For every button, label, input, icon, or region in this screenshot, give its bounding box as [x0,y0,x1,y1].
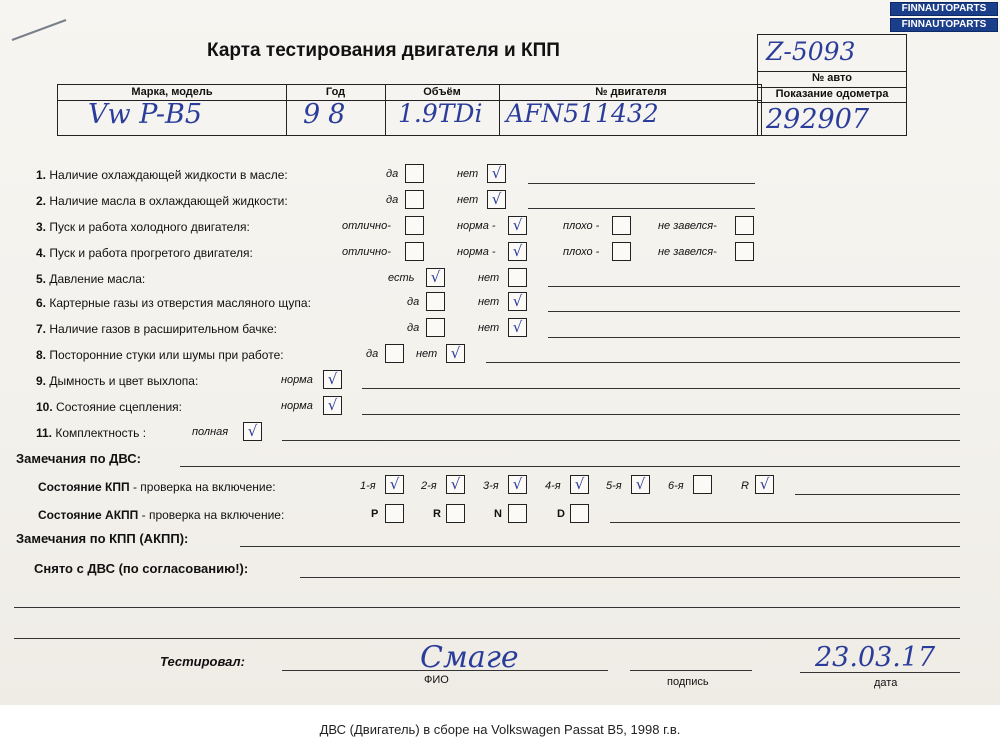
checkbox-4-bad[interactable] [612,242,631,261]
odometer-label: Показание одометра [775,88,889,100]
item-5: 5. Давление масла: [36,272,146,286]
akpp-notes-line [610,522,960,523]
opt-normal: норма [281,374,313,386]
watermark-line-2: FINNAUTOPARTS [890,18,998,32]
item-1: 1. Наличие охлаждающей жидкости в масле: [36,168,288,182]
gear-r-checkbox[interactable]: √ [755,475,774,494]
auto-gear-n-label: N [494,508,502,520]
checkbox-3-excellent[interactable] [405,216,424,235]
gear-1-label: 1-я [360,480,376,492]
gear-4-label: 4-я [545,480,561,492]
removed-items-line [300,577,960,578]
gear-2-checkbox[interactable]: √ [446,475,465,494]
item-2: 2. Наличие масла в охлаждающей жидкости: [36,194,288,208]
auto-gear-d-checkbox[interactable] [570,504,589,523]
pen-stroke-mark [10,14,70,44]
auto-gear-d-label: D [557,508,565,520]
year-header: Год [325,86,346,98]
engine-number-value: AFN511432 [506,99,659,128]
brand-model-value: Vw P-B5 [88,99,203,130]
checkbox-6-yes[interactable] [426,292,445,311]
engine-number-header: № двигателя [595,86,667,98]
note-line-11 [282,440,960,441]
checkbox-1-yes[interactable] [405,164,424,183]
checkbox-10-normal[interactable]: √ [323,396,342,415]
item-10: 10. Состояние сцепления: [36,400,182,414]
checkbox-3-not-started[interactable] [735,216,754,235]
blank-line-2 [14,638,960,639]
auto-number-label: № авто [811,72,852,84]
date-label: дата [874,677,898,689]
opt-not-started: не завелся- [658,220,717,232]
checkbox-1-no[interactable]: √ [487,164,506,183]
item-6: 6. Картерные газы из отверстия масляного щупа: [36,296,311,310]
checkbox-4-not-started[interactable] [735,242,754,261]
kpp-notes-section-line [240,546,960,547]
gear-3-label: 3-я [483,480,499,492]
item-8: 8. Посторонние стуки или шумы при работе: [36,348,284,362]
opt-no: нет [478,322,500,334]
date-line [800,672,960,673]
checkbox-3-normal[interactable]: √ [508,216,527,235]
gear-6-label: 6-я [668,480,684,492]
checkbox-9-normal[interactable]: √ [323,370,342,389]
note-line-6 [548,311,960,312]
item-7: 7. Наличие газов в расширительном бачке: [36,322,277,336]
kpp-notes-line [795,494,960,495]
opt-no: нет [457,194,479,206]
tested-by-label: Тестировал: [160,654,245,669]
note-line-8 [486,362,960,363]
checkbox-3-bad[interactable] [612,216,631,235]
item-11: 11. Комплектность : [36,426,147,440]
engine-notes-heading: Замечания по ДВС: [16,451,141,466]
tester-signature: Смаге [420,640,519,675]
auto-info-box [757,34,907,136]
opt-normal: норма [281,400,313,412]
signature-line [630,670,752,671]
watermark-logo [890,2,998,32]
volume-value: 1.9TDi [398,99,483,128]
opt-yes: да [366,348,379,360]
opt-excellent: отлично- [342,246,391,258]
auto-gear-r-label: R [433,508,441,520]
date-value: 23.03.17 [815,642,936,673]
gear-2-label: 2-я [421,480,437,492]
auto-number-value: Z-5093 [766,37,856,66]
opt-not-started: не завелся- [658,246,717,258]
opt-no: нет [416,348,438,360]
note-line-2 [528,208,755,209]
vehicle-header-table [57,84,762,136]
opt-normal: норма - [457,220,496,232]
checkbox-8-yes[interactable] [385,344,404,363]
checkbox-7-no[interactable]: √ [508,318,527,337]
opt-no: нет [478,272,500,284]
checkbox-2-no[interactable]: √ [487,190,506,209]
note-line-10 [362,414,960,415]
opt-yes: да [407,322,420,334]
image-caption: ДВС (Двигатель) в сборе на Volkswagen Passat B5, 1998 г.в. [319,722,681,737]
auto-gear-p-label: P [371,508,379,520]
item-9: 9. Дымность и цвет выхлопа: [36,374,199,388]
akpp-check-label: Состояние АКПП - проверка на включение: [38,508,285,522]
gear-4-checkbox[interactable]: √ [570,475,589,494]
auto-gear-r-checkbox[interactable] [446,504,465,523]
gear-5-label: 5-я [606,480,622,492]
checkbox-4-excellent[interactable] [405,242,424,261]
fio-line [282,670,608,671]
kpp-check-label: Состояние КПП - проверка на включение: [38,480,276,494]
gear-5-checkbox[interactable]: √ [631,475,650,494]
brand-model-header: Марка, модель [131,86,213,98]
checkbox-2-yes[interactable] [405,190,424,209]
volume-header: Объём [423,86,461,98]
opt-excellent: отлично- [342,220,391,232]
auto-gear-p-checkbox[interactable] [385,504,404,523]
opt-yes: да [386,194,399,206]
year-value: 98 [303,99,354,130]
removed-items-heading: Снято с ДВС (по согласованию!): [34,561,249,576]
note-line-9 [362,388,960,389]
opt-normal: норма - [457,246,496,258]
checkbox-5-present[interactable]: √ [426,268,445,287]
opt-no: нет [457,168,479,180]
note-line-1 [528,183,755,184]
gear-r-label: R [741,480,749,492]
odometer-value: 292907 [766,104,870,135]
gear-6-checkbox[interactable] [693,475,712,494]
checkbox-6-no[interactable]: √ [508,292,527,311]
opt-bad: плохо - [563,220,600,232]
opt-no: нет [478,296,500,308]
checkbox-5-no[interactable] [508,268,527,287]
gear-1-checkbox[interactable]: √ [385,475,404,494]
item-3: 3. Пуск и работа холодного двигателя: [36,220,250,234]
auto-gear-n-checkbox[interactable] [508,504,527,523]
signature-label: подпись [667,676,709,688]
checkbox-4-normal[interactable]: √ [508,242,527,261]
note-line-5 [548,286,960,287]
form-title: Карта тестирования двигателя и КПП [207,40,560,61]
kpp-notes-heading: Замечания по КПП (АКПП): [16,531,189,546]
opt-yes: да [407,296,420,308]
checkbox-7-yes[interactable] [426,318,445,337]
gear-3-checkbox[interactable]: √ [508,475,527,494]
opt-full: полная [192,426,229,438]
watermark-line-1: FINNAUTOPARTS [890,2,998,16]
engine-notes-line [180,466,960,467]
opt-present: есть [388,272,415,284]
opt-bad: плохо - [563,246,600,258]
blank-line-1 [14,607,960,608]
opt-yes: да [386,168,399,180]
fio-label: ФИО [424,674,449,686]
checkbox-8-no[interactable]: √ [446,344,465,363]
item-4: 4. Пуск и работа прогретого двигателя: [36,246,253,260]
note-line-7 [548,337,960,338]
checkbox-11-full[interactable]: √ [243,422,262,441]
